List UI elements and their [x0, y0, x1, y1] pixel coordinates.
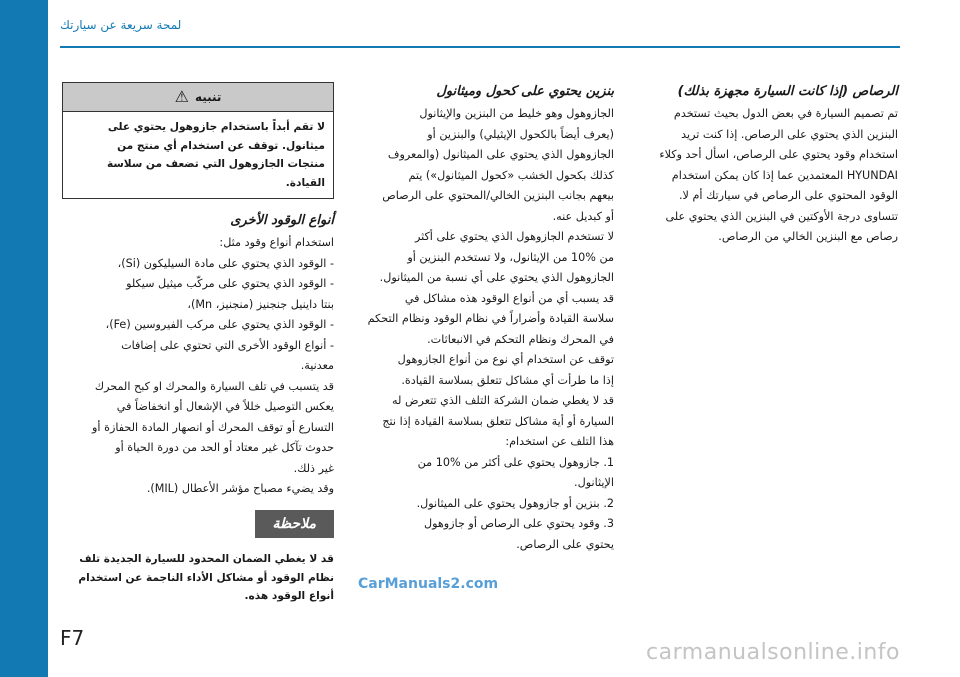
- warning-line: ﻻ ﺗﻘﻢ أﺑﺪاً ﺑﺎﺳﺘﺨﺪام ﺟﺎزوﻫﻮل ﻳﺤﺘﻮي ﻋﻠﻰ: [107, 121, 325, 133]
- warning-line: ﻣﻨﺘﺠﺎت اﻟﺠﺎزوﻫﻮل اﻟﺘﻲ ﺗﻀﻌﻒ ﻣﻦ ﺳﻼﺳﺔ اﻟﻘﻴﺎدة.: [106, 158, 325, 189]
- alcohol-fuel-heading: ﺑﻨﺰﻳﻦ ﻳﺤﺘﻮي ﻋﻠﻰ ﻛﺤﻮل وﻣﻴﺜﺎﻧﻮل: [436, 84, 614, 99]
- left-column: [62, 82, 334, 606]
- leaded-fuel-heading: اﻟﺮﺻﺎص (إذا ﻛﺎﻧﺖ اﻟﺴﻴﺎرة ﻣﺠﻬﺰة ﺑﺬﻟﻚ): [677, 84, 898, 99]
- list-item: اﻹﻳﺜﺎﻧﻮل.: [574, 476, 614, 489]
- paragraph-line: ﻗﺪ ﻳﺴﺒﺐ أي ﻣﻦ أﻧﻮاع اﻟﻮﻗﻮد ﻫﺬه ﻣﺸﺎﻛﻞ ﻓﻲ: [404, 291, 614, 305]
- paragraph-line: اﻟﺴﻴﺎرة أو أﻳﺔ ﻣﺸﺎﻛﻞ ﺗﺘﻌﻠﻖ ﺑﺴﻼﺳﺔ اﻟﻘﻴﺎدة إذا ﻧﺘﺞ: [382, 414, 614, 428]
- right-column: [628, 82, 898, 248]
- bullet-line: - اﻟﻮﻗﻮد اﻟﺬي ﻳﺤﺘﻮي ﻋﻠﻰ ﻣﺮﻛّﺐ ﻣﻴﺜﻴﻞ ﺳﻴﻜﻠﻮ: [126, 277, 334, 290]
- note-line: ﻧﻈﺎم اﻟﻮﻗﻮد أو ﻣﺸﺎﻛﻞ اﻷداء اﻟﻨﺎﺟﻤﺔ ﻋﻦ اﺳﺘﺨﺪام: [78, 571, 334, 584]
- paragraph-line: ﺗﻮﻗﻒ ﻋﻦ اﺳﺘﺨﺪام أي ﻧﻮع ﻣﻦ أﻧﻮاع اﻟﺠﺎزوﻫﻮل: [397, 353, 614, 366]
- paragraph-line: رﺻﺎص ﻣﻊ اﻟﺒﻨﺰﻳﻦ اﻟﺨﺎﻟﻲ ﻣﻦ اﻟﺮﺻﺎص.: [718, 230, 898, 243]
- paragraph-line: HYUNDAI اﻟﻤﻌﺘﻤﺪﻳﻦ ﻋﻤﺎ إذا ﻛﺎن ﻳﻤﻜﻦ اﺳﺘﺨﺪام: [671, 168, 898, 182]
- list-item: 3. وﻗﻮد ﻳﺤﺘﻮي ﻋﻠﻰ اﻟﺮﺻﺎص أو ﺟﺎزوﻫﻮل: [423, 517, 614, 530]
- paragraph-line: وﻗﺪ ﻳﻀﻲء ﻣﺼﺒﺎح ﻣﺆﺷﺮ اﻷﻋﻄﺎل (MIL).: [146, 482, 334, 495]
- page-number: F7: [60, 626, 85, 650]
- note-body: [62, 550, 334, 606]
- warning-body: [63, 112, 333, 198]
- intro-line: اﺳﺘﺨﺪام أﻧﻮاع وﻗﻮد ﻣﺜﻞ:: [219, 236, 334, 249]
- warning-header: [63, 83, 333, 112]
- paragraph-line: ﺣﺪوث ﺗﺂﻛﻞ ﻏﻴﺮ ﻣﻌﺘﺎد أو اﻟﺤﺪ ﻣﻦ دورة اﻟﺤﻴﺎة أو: [115, 441, 334, 454]
- watermark-big: carmanualsonline.info: [646, 640, 900, 665]
- paragraph-line: ﻛﺬﻟﻚ ﺑﻜﺤﻮل اﻟﺨﺸﺐ «ﻛﺤﻮل اﻟﻤﻴﺜﺎﻧﻮل») ﻳﺘﻢ: [408, 168, 614, 182]
- watermark-small: CarManuals2.com: [358, 576, 499, 592]
- list-item: 1. ﺟﺎزوﻫﻮل ﻳﺤﺘﻮي ﻋﻠﻰ أﻛﺜﺮ ﻣﻦ %10 ﻣﻦ: [417, 455, 614, 469]
- paragraph-line: ﻏﻴﺮ ذﻟﻚ.: [293, 461, 334, 475]
- warning-title: ﺗﻨﺒﻴﻪ: [194, 89, 222, 104]
- middle-column: [344, 82, 614, 555]
- paragraph-line: ﻗﺪ ﻳﺘﺴﺒﺐ ﻓﻲ ﺗﻠﻒ اﻟﺴﻴﺎرة واﻟﻤﺤﺮك او ﻛﺒﺢ اﻟﻤﺤﺮك: [94, 379, 334, 393]
- note-line: ﻗﺪ ﻻ ﻳﻐﻄﻲ اﻟﻀﻤﺎن اﻟﻤﺤﺪود ﻟﻠﺴﻴﺎرة اﻟﺠﺪﻳﺪة ﺗﻠﻒ: [79, 553, 334, 565]
- paragraph-line: إذا ﻣﺎ ﻃﺮأت أي ﻣﺸﺎﻛﻞ ﺗﺘﻌﻠﻖ ﺑﺴﻼﺳﺔ اﻟﻘﻴﺎدة.: [401, 373, 614, 387]
- header-rule: [60, 46, 900, 48]
- bullet-line: ﺑﻨﺘﺎ داﻳﻨﻴﻞ ﺟﻨﺠﻨﻴﺰ (ﻣﻨﺠﻨﻴﺰ، Mn)،: [187, 297, 334, 311]
- warning-line: ﻣﻴﺜﺎﻧﻮل. ﺗﻮﻗﻒ ﻋﻦ اﺳﺘﺨﺪام أي ﻣﻨﺘﺞ ﻣﻦ: [117, 139, 325, 152]
- paragraph-line: اﻟﺠﺎزوﻫﻮل اﻟﺬي ﻳﺤﺘﻮي ﻋﻠﻰ أي ﻧﺴﺒﺔ ﻣﻦ اﻟﻤﻴﺜﺎﻧﻮل.: [379, 271, 614, 284]
- paragraph-line: اﻟﻮﻗﻮد اﻟﻤﺤﺘﻮي ﻋﻠﻰ اﻟﺮﺻﺎص ﻓﻲ ﺳﻴﺎرﺗﻚ أم ﻻ.: [679, 189, 898, 202]
- paragraph-line: اﻟﺒﻨﺰﻳﻦ اﻟﺬي ﻳﺤﺘﻮي ﻋﻠﻰ اﻟﺮﺻﺎص. إذا ﻛﻨﺖ ﺗﺮﻳﺪ: [681, 127, 898, 141]
- paragraph-line: (ﻳﻌﺮف أﻳﻀﺎً ﺑﺎﻟﻜﺤﻮل اﻹﻳﺜﻴﻠﻲ) واﻟﺒﻨﺰﻳﻦ أو: [427, 127, 614, 141]
- list-item: ﻳﺤﺘﻮي ﻋﻠﻰ اﻟﺮﺻﺎص.: [516, 537, 614, 551]
- bullet-line: - اﻟﻮﻗﻮد اﻟﺬي ﻳﺤﺘﻮي ﻋﻠﻰ ﻣﺎدة اﻟﺴﻴﻠﻴﻜﻮن (Si)،: [117, 256, 334, 270]
- paragraph-line: اﻟﺠﺎزوﻫﻮل وﻫﻮ ﺧﻠﻴﻂ ﻣﻦ اﻟﺒﻨﺰﻳﻦ واﻹﻳﺜﺎﻧﻮل: [419, 107, 614, 120]
- paragraph-line: ﻳﻌﻜﺲ اﻟﺘﻮﺻﻴﻞ ﺧﻠﻼً ﻓﻲ اﻹﺷﻌﺎل أو اﻧﺨﻔﺎﺿﺎً ﻓﻲ: [116, 400, 334, 413]
- bullet-line: ﻣﻌﺪﻧﻴﺔ.: [300, 359, 334, 372]
- warning-box: [62, 82, 334, 199]
- paragraph-line: ﻣﻦ %10 ﻣﻦ اﻹﻳﺜﺎﻧﻮل، وﻻ ﺗﺴﺘﺨﺪم اﻟﺒﻨﺰﻳﻦ أو: [407, 250, 614, 264]
- paragraph-line: ﺑﻴﻌﻬﻢ ﺑﺠﺎﻧﺐ اﻟﺒﻨﺰﻳﻦ اﻟﺨﺎﻟﻲ/اﻟﻤﺤﺘﻮي ﻋﻠﻰ اﻟﺮﺻﺎص: [382, 189, 614, 202]
- bullet-line: - اﻟﻮﻗﻮد اﻟﺬي ﻳﺤﺘﻮي ﻋﻠﻰ ﻣﺮﻛﺐ اﻟﻔﻴﺮوﺳﻴﻦ (Fe)،: [105, 318, 334, 331]
- warning-triangle-icon: ⚠: [174, 87, 189, 106]
- numbered-list: [344, 453, 614, 556]
- paragraph-line: أو ﻛﺒﺪﻳﻞ ﻋﻨﻪ.: [552, 209, 614, 223]
- paragraph-line: اﺳﺘﺨﺪام وﻗﻮد ﻳﺤﺘﻮي ﻋﻠﻰ اﻟﺮﺻﺎص، اﺳﺄل أﺣﺪ وﻛﻼء: [659, 148, 898, 161]
- list-item: 2. ﺑﻨﺰﻳﻦ أو ﺟﺎزوﻫﻮل ﻳﺤﺘﻮي ﻋﻠﻰ اﻟﻤﻴﺜﺎﻧﻮل.: [416, 496, 614, 510]
- paragraph-line: ﺳﻼﺳﺔ اﻟﻘﻴﺎدة وأﺿﺮاراً ﻓﻲ ﻧﻈﺎم اﻟﻮﻗﻮد وﻧﻈﺎم اﻟﺘﺤﻜﻢ: [367, 312, 614, 325]
- note-banner: ﻣﻼﺣﻈﺔ: [255, 510, 335, 539]
- paragraph-line: ﺗﻢ ﺗﺼﻤﻴﻢ اﻟﺴﻴﺎرة ﻓﻲ ﺑﻌﺾ اﻟﺪول ﺑﺤﻴﺚ ﺗﺴﺘﺨﺪم: [673, 107, 898, 120]
- header-title: ﻟﻤﺤﺔ ﺳﺮﻳﻌﺔ ﻋﻦ ﺳﻴﺎرﺗﻚ: [60, 18, 182, 32]
- paragraph-line: ﻓﻲ اﻟﻤﺤﺮك وﻧﻈﺎم اﻟﺘﺤﻜﻢ ﻓﻲ اﻻﻧﺒﻌﺎﺛﺎت.: [427, 332, 614, 346]
- paragraph-line: ﺗﺘﺴﺎوى درﺟﺔ اﻷوﻛﺘﻴﻦ ﻓﻲ اﻟﺒﻨﺰﻳﻦ اﻟﺬي ﻳﺤﺘﻮي ﻋﻠﻰ: [665, 209, 898, 223]
- side-color-bar: [0, 0, 48, 677]
- paragraph-line: ﻗﺪ ﻻ ﻳﻐﻄﻲ ﺿﻤﺎن اﻟﺸﺮﻛﺔ اﻟﺘﻠﻒ اﻟﺬي ﺗﺘﻌﺮض ﻟﻪ: [392, 394, 614, 407]
- paragraph-line: ﻻ ﺗﺴﺘﺨﺪم اﻟﺠﺎزوﻫﻮل اﻟﺬي ﻳﺤﺘﻮي ﻋﻠﻰ أﻛﺜﺮ: [414, 230, 614, 243]
- note-line: أﻧﻮاع اﻟﻮﻗﻮد ﻫﺬه.: [244, 590, 334, 602]
- paragraph-line: ﻫﺬا اﻟﺘﻠﻒ ﻋﻦ اﺳﺘﺨﺪام:: [505, 435, 614, 448]
- paragraph-line: اﻟﺘﺴﺎرع أو ﺗﻮﻗﻒ اﻟﻤﺤﺮك أو اﻧﺼﻬﺎر اﻟﻤﺎدة اﻟﺤﻔﺎزة أو: [92, 420, 334, 434]
- other-fuels-heading: أﻧﻮاع اﻟﻮﻗﻮد اﻷﺧﺮى: [230, 213, 334, 228]
- bullet-line: - أﻧﻮاع اﻟﻮﻗﻮد اﻷﺧﺮى اﻟﺘﻲ ﺗﺤﺘﻮي ﻋﻠﻰ إﺿﺎﻓﺎت: [121, 338, 334, 352]
- paragraph-line: اﻟﺠﺎزوﻫﻮل اﻟﺬي ﻳﺤﺘﻮي ﻋﻠﻰ اﻟﻤﻴﺜﺎﻧﻮل (واﻟﻤﻌﺮوف: [387, 148, 614, 161]
